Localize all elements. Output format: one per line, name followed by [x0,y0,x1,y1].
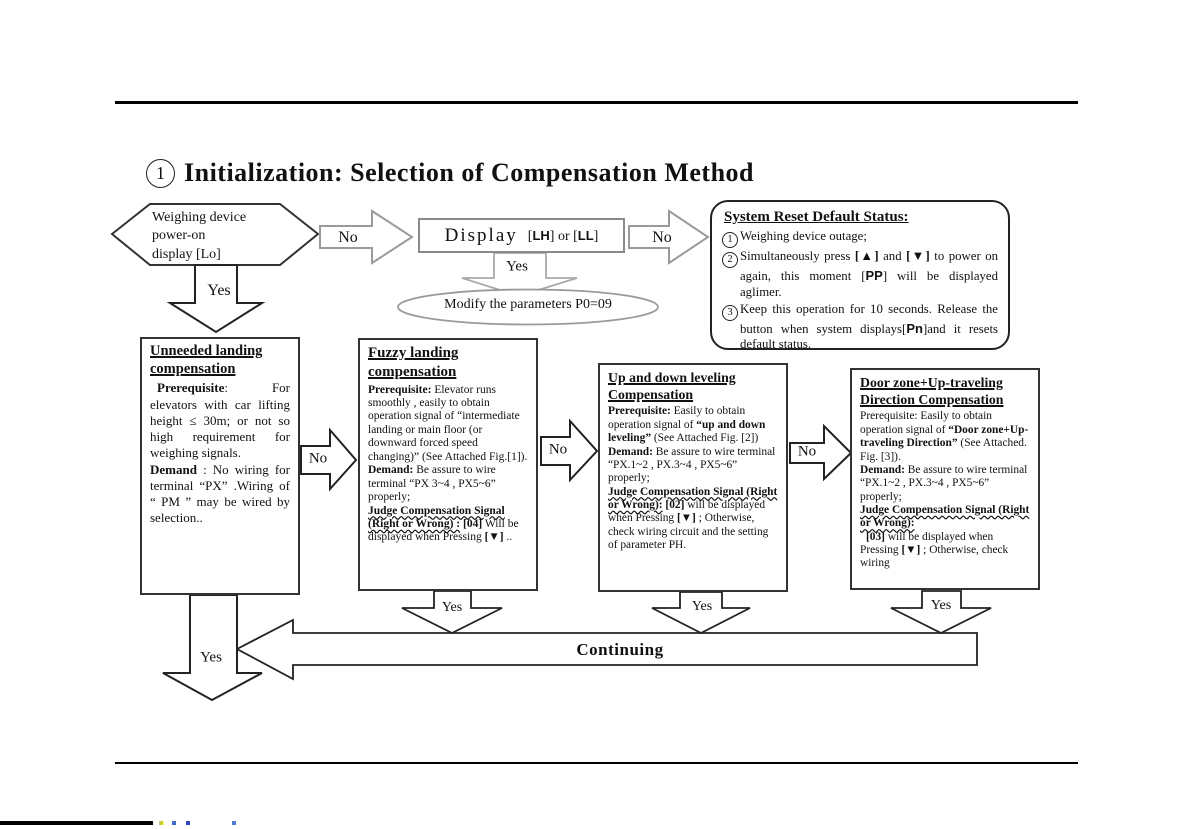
continuing-label: Continuing [576,640,664,659]
up-key-icon: [▲] [854,249,879,264]
no-label-2: No [652,229,672,246]
no-label-box3-box4: No [797,443,817,460]
system-reset-box [710,200,1010,350]
reset-item-3: 3 Keep this operation for 10 seconds. Release the button when system displays[Pn]and it resets default status. [722,302,998,353]
hexagon-line-1: Weighing device [152,210,247,225]
box4-judge: Judge Compensation Signal (Right or Wrong): [860,503,1030,530]
down-key-icon: [▼] [484,531,504,544]
display-codes: [LH] or [LL] [527,227,599,244]
box4-judge-result: [03] will be displayed when Pressing [▼] ; Otherwise, check wiring [860,530,1009,570]
hexagon-line-3: display [Lo] [152,246,221,262]
box4-demand: Demand: Be assure to wire terminal “PX.1~2 , PX.3~4 , PX5~6” properly; [860,463,1028,503]
box2-title: Fuzzy landing compensation [368,345,459,380]
yes-label-hexagon: Yes [207,282,231,299]
circled-2-icon: 2 [722,252,738,268]
box3-prerequisite: Prerequisite: Easily to obtain operation signal of “up and down leveling” (See Attached Fig. [2]) [608,405,766,445]
box3-judge: Judge Compensation Signal (Right or Wrong): [02] will be displayed when Pressing [▼] ; Otherwise, check wiring circuit and the setting of parameter PH. [608,485,778,551]
no-label-box1-box2: No [308,450,328,467]
page-title-text: Initialization: Selection of Compensation Method [184,158,754,187]
box3-demand: Demand: Be assure to wire terminal “PX.1~2 , PX.3~4 , PX5~6” properly; [608,445,776,485]
no-label-1: No [338,229,358,246]
display-label: Display [444,224,518,246]
box-unneeded-landing-compensation [140,337,300,595]
box-fuzzy-landing-compensation [358,338,538,591]
down-key-icon: [▼] [901,543,921,556]
box2-prerequisite: Prerequisite: Elevator runs smoothly , easily to obtain operation signal of “intermediate landing or main floor (or downward forced speed changing)” (See Attached Fig.[1]). [368,383,528,463]
box4-prerequisite: Prerequisite: Easily to obtain operation signal of “Door zone+Up-traveling Direction” (See Attached. Fig. [3]). [860,410,1029,463]
page-title [146,158,754,188]
down-key-icon: [▼] [906,249,930,264]
reset-item-1: 1 Weighing device outage; [722,229,998,248]
box4-title: Door zone+Up-traveling Direction Compensation [860,375,1004,408]
circled-3-icon: 3 [722,305,738,321]
box1-demand: Demand : No wiring for terminal “PX” .Wiring of “ PM ” may be wired by selection.. [150,461,290,526]
no-arrow-to-display-box [320,211,412,263]
reset-box-title: System Reset Default Status: [724,209,909,225]
no-label-box2-box3: No [548,441,568,458]
box2-judge: Judge Compensation Signal (Right or Wrong) : [04] Will be displayed when Pressing [▼] .. [368,504,519,544]
display-lh-ll-box [418,218,625,253]
yes-label-final: Yes [200,649,222,666]
box2-demand: Demand: Be assure to wire terminal “PX 3~4 , PX5~6” properly; [368,464,496,504]
title-circled-number: 1 [146,159,175,188]
hexagon-label [152,209,302,264]
box-door-zone-up-traveling-compensation [850,368,1040,590]
box1-title: Unneeded landing compensation [150,343,263,377]
circled-1-icon: 1 [722,232,738,248]
box-up-down-leveling-compensation [598,363,788,592]
modify-parameters-label: Modify the parameters P0=09 [444,297,612,312]
reset-item-2: 2 Simultaneously press [▲] and [▼] to power on again, this moment [PP] will be displayed aglimer. [722,249,998,300]
yes-label-box2: Yes [441,600,463,615]
box1-prerequisite: Prerequisite: For elevators with car lifting height ≤ 30m; or not so high requirement for weighing signals. [150,380,290,461]
yes-label-box3: Yes [691,599,713,614]
yes-label-box4: Yes [930,598,952,613]
hexagon-line-2: power-on [152,228,206,244]
yes-label-display: Yes [506,258,528,275]
box3-title: Up and down leveling Compensation [608,370,736,403]
down-key-icon: [▼] [676,512,696,525]
